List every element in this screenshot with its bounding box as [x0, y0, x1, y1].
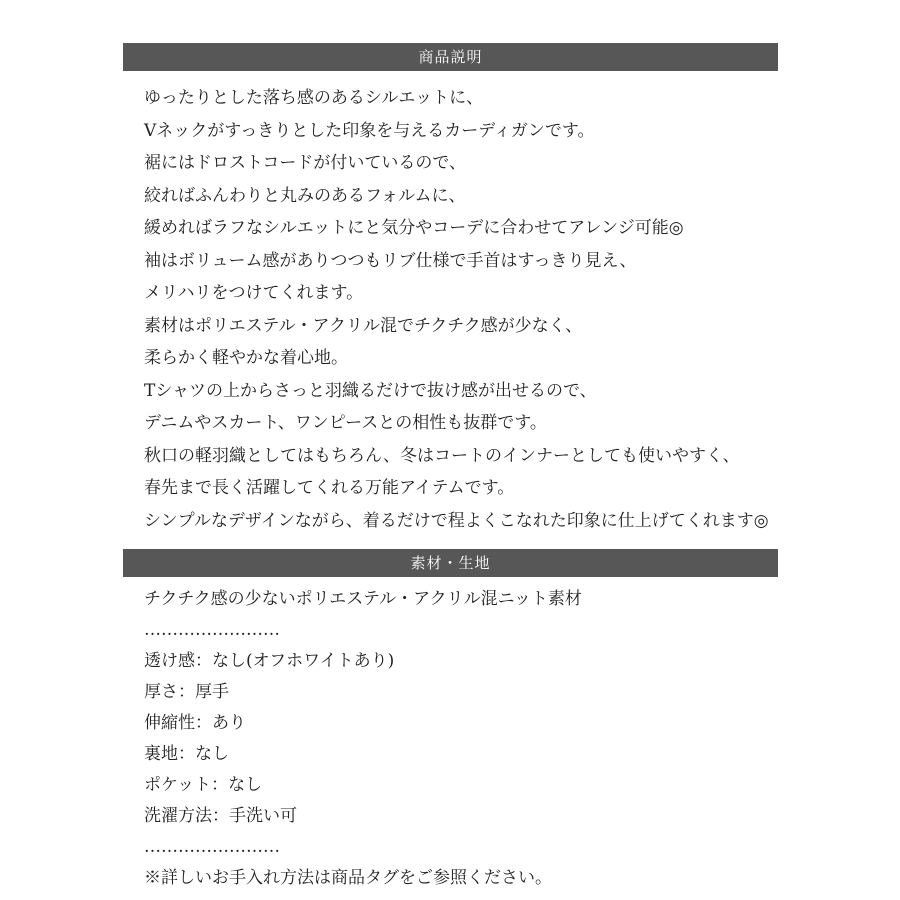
- description-header: 商品説明: [123, 43, 778, 71]
- spec-lining: 裏地：なし: [144, 744, 229, 764]
- description-line: 絞ればふんわりと丸みのあるフォルムに、: [144, 185, 466, 206]
- description-line: メリハリをつけてくれます。: [144, 283, 364, 303]
- description-line: 柔らかく軽やかな着心地。: [144, 348, 348, 368]
- description-line: 秋口の軽羽織としてはもちろん、冬はコートのインナーとしても使いやすく、: [144, 445, 740, 466]
- spec-transparency: 透け感：なし(オフホワイトあり): [144, 651, 395, 671]
- description-line: デニムやスカート、ワンピースとの相性も抜群です。: [144, 413, 547, 433]
- description-line: Vネックがすっきりとした印象を与えるカーディガンです。: [144, 120, 595, 141]
- description-line: シンプルなデザインながら、着るだけで程よくこなれた印象に仕上げてくれます◎: [144, 510, 769, 531]
- description-line: 素材はポリエステル・アクリル混でチクチク感が少なく、: [144, 315, 583, 336]
- care-note: ※詳しいお手入れ方法は商品タグをご参照ください。: [144, 868, 552, 888]
- description-line: ゆったりとした落ち感のあるシルエットに、: [144, 88, 484, 108]
- dotted-divider: ……………………: [144, 837, 280, 857]
- description-text: [144, 82, 769, 537]
- description-line: 袖はボリューム感がありつつもリブ仕様で手首はすっきり見え、: [144, 250, 637, 271]
- material-details: [144, 584, 582, 894]
- spec-thickness: 厚さ：厚手: [144, 682, 229, 702]
- material-header: 素材・生地: [123, 549, 778, 577]
- spec-stretch: 伸縮性：あり: [144, 713, 246, 733]
- description-line: 春先まで長く活躍してくれる万能アイテムです。: [144, 478, 515, 498]
- dotted-divider: ……………………: [144, 620, 280, 640]
- spec-washing: 洗濯方法：手洗い可: [144, 806, 297, 826]
- material-summary: チクチク感の少ないポリエステル・アクリル混ニット素材: [144, 589, 582, 609]
- description-line: Tシャツの上からさっと羽織るだけで抜け感が出せるので、: [144, 380, 597, 401]
- spec-pocket: ポケット：なし: [144, 775, 263, 795]
- description-line: 緩めればラフなシルエットにと気分やコーデに合わせてアレンジ可能◎: [144, 218, 684, 238]
- description-line: 裾にはドロストコードが付いているので、: [144, 153, 466, 173]
